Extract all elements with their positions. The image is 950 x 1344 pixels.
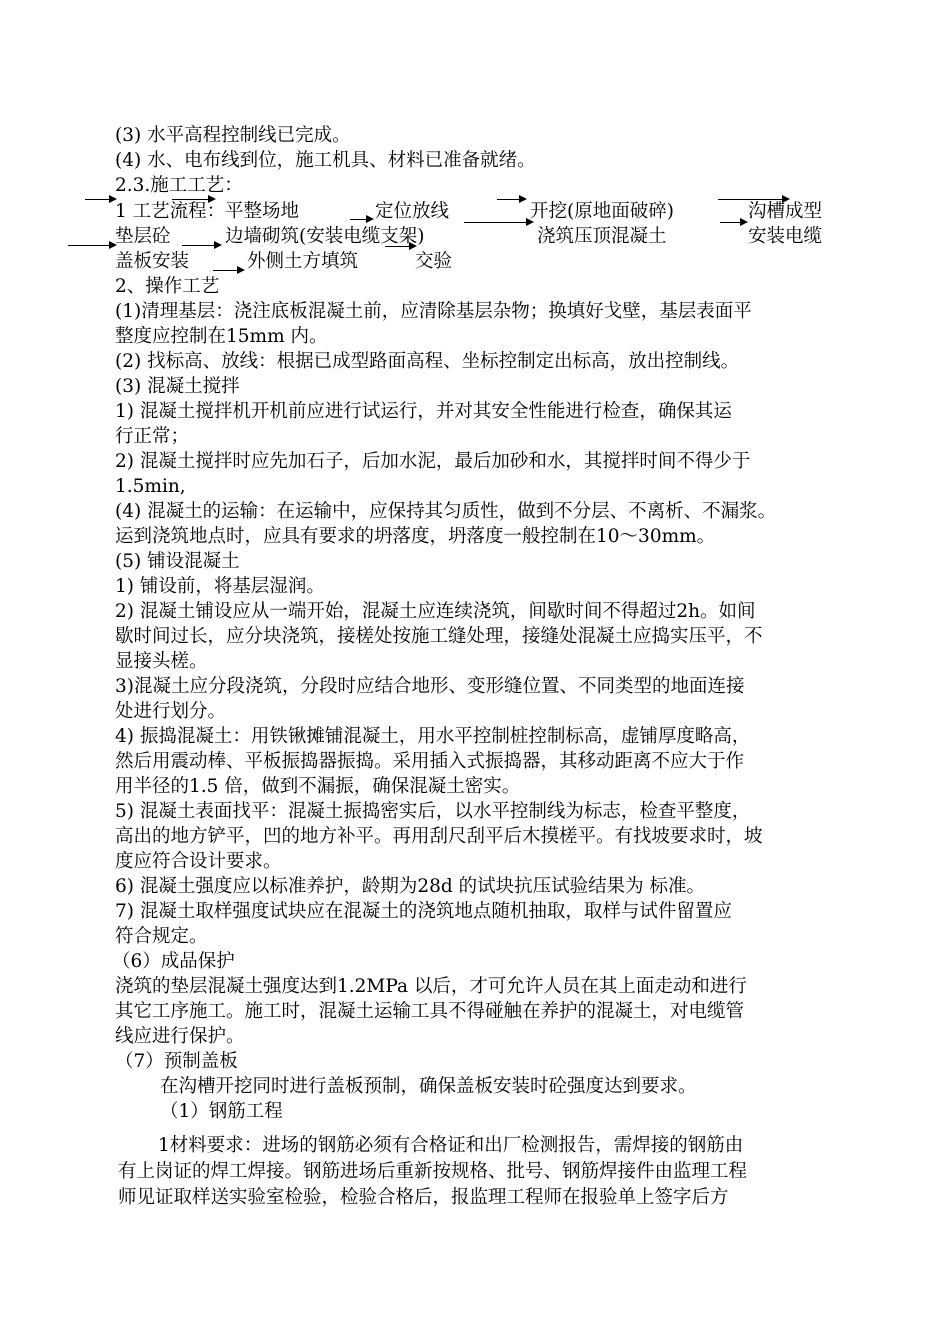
text-line: 2) 混凝土搅拌时应先加石子，后加水泥，最后加砂和水，其搅拌时间不得少于 bbox=[115, 451, 751, 472]
arrow-icon bbox=[385, 246, 415, 247]
flow-step: 盖板安装 bbox=[115, 251, 190, 272]
arrow-icon bbox=[182, 245, 220, 246]
flow-step: 平整场地 bbox=[225, 201, 300, 222]
text-line: 1) 铺设前，将基层湿润。 bbox=[115, 576, 325, 597]
text-line: 用半径的1.5 倍，做到不漏振，确保混凝土密实。 bbox=[115, 776, 521, 797]
section-heading: 2.3.施工工艺： bbox=[115, 175, 243, 196]
text-line: 有上岗证的焊工焊接。钢筋进场后重新按规格、批号、钢筋焊接件由监理工程 bbox=[118, 1161, 748, 1182]
text-line: (5) 铺设混凝土 bbox=[115, 551, 240, 572]
text-line: 师见证取样送实验室检验，检验合格后，报监理工程师在报验单上签字后方 bbox=[118, 1187, 729, 1208]
flow-step: 垫层砼 bbox=[115, 226, 171, 247]
text-line: 处进行划分。 bbox=[115, 701, 227, 722]
section-heading: （6）成品保护 bbox=[112, 951, 235, 972]
arrow-icon bbox=[350, 219, 372, 220]
text-line: 1.5min, bbox=[115, 476, 186, 497]
flow-step: 沟槽成型 bbox=[748, 201, 823, 222]
section-heading: （1）钢筋工程 bbox=[160, 1101, 283, 1122]
text-line: 7) 混凝土取样强度试块应在混凝土的浇筑地点随机抽取，取样与试件留置应 bbox=[115, 901, 732, 922]
text-line: 1材料要求：进场的钢筋必须有合格证和出厂检测报告，需焊接的钢筋由 bbox=[158, 1135, 744, 1156]
text-line: 3)混凝土应分段浇筑，分段时应结合地形、变形缝位置、不同类型的地面连接 bbox=[115, 676, 745, 697]
text-line: (2) 找标高、放线：根据已成型路面高程、坐标控制定出标高，放出控制线。 bbox=[115, 351, 740, 372]
arrow-icon bbox=[718, 199, 788, 200]
text-line: 浇筑的垫层混凝土强度达到1.2MPa 以后，才可允许人员在其上面走动和进行 bbox=[115, 976, 747, 997]
text-line: 1) 混凝土搅拌机开机前应进行试运行，并对其安全性能进行检查，确保其运 bbox=[115, 401, 732, 422]
arrow-icon bbox=[68, 245, 115, 246]
text-line: 其它工序施工。施工时，混凝土运输工具不得碰触在养护的混凝土，对电缆管 bbox=[115, 1001, 745, 1022]
text-line: (4) 混凝土的运输：在运输中，应保持其匀质性，做到不分层、不离析、不漏浆。 bbox=[115, 501, 777, 522]
arrow-icon bbox=[464, 222, 532, 223]
flow-step: 外侧土方填筑 bbox=[247, 251, 359, 272]
flow-step: 浇筑压顶混凝土 bbox=[537, 226, 667, 247]
text-line: 符合规定。 bbox=[115, 926, 208, 947]
arrow-icon bbox=[85, 199, 115, 200]
text-line: 整度应控制在15mm 内。 bbox=[115, 326, 328, 347]
text-line: (4) 水、电布线到位，施工机具、材料已准备就绪。 bbox=[115, 150, 536, 171]
section-heading: 2、操作工艺 bbox=[115, 276, 220, 297]
text-line: 线应进行保护。 bbox=[115, 1026, 245, 1047]
text-line: 行正常； bbox=[115, 426, 190, 447]
text-line: 4) 振捣混凝土：用铁锹摊铺混凝土，用水平控制桩控制标高，虚铺厚度略高， bbox=[115, 726, 751, 747]
text-line: (3) 水平高程控制线已完成。 bbox=[115, 125, 351, 146]
text-line: 显接头槎。 bbox=[115, 651, 208, 672]
arrow-icon bbox=[172, 199, 214, 200]
flow-step: 安装电缆 bbox=[748, 226, 823, 247]
text-line: 歇时间过长，应分块浇筑，接槎处按施工缝处理，接缝处混凝土应捣实压平，不 bbox=[115, 626, 763, 647]
arrow-icon bbox=[497, 199, 525, 200]
text-line: 5) 混凝土表面找平：混凝土振捣密实后，以水平控制线为标志，检查平整度， bbox=[115, 801, 751, 822]
text-line: 在沟槽开挖同时进行盖板预制，确保盖板安装时砼强度达到要求。 bbox=[160, 1076, 697, 1097]
text-line: 2) 混凝土铺设应从一端开始，混凝土应连续浇筑，间歇时间不得超过2h。如间 bbox=[115, 601, 756, 622]
text-line: 6) 混凝土强度应以标准养护，龄期为28d 的试块抗压试验结果为 标准。 bbox=[115, 876, 706, 897]
section-heading: （7）预制盖板 bbox=[115, 1051, 238, 1072]
arrow-icon bbox=[720, 222, 746, 223]
flow-prefix: 1 工艺流程： bbox=[115, 201, 226, 222]
flow-step: 边墙砌筑(安装电缆支架) bbox=[225, 226, 425, 247]
text-line: (1)清理基层：浇注底板混凝土前，应清除基层杂物；换填好戈壁，基层表面平 bbox=[115, 301, 752, 322]
text-line: 高出的地方铲平，凹的地方补平。再用刮尺刮平后木摸槎平。有找坡要求时，坡 bbox=[115, 826, 763, 847]
text-line: 运到浇筑地点时，应具有要求的坍落度，坍落度一般控制在10～30mm。 bbox=[115, 526, 716, 547]
flow-step: 交验 bbox=[415, 251, 453, 272]
text-line: 然后用震动棒、平板振捣器振捣。采用插入式振捣器，其移动距离不应大于作 bbox=[115, 751, 745, 772]
arrow-icon bbox=[213, 270, 243, 271]
text-line: (3) 混凝土搅拌 bbox=[115, 376, 240, 397]
flow-step: 定位放线 bbox=[375, 201, 450, 222]
text-line: 度应符合设计要求。 bbox=[115, 851, 282, 872]
flow-step: 开挖(原地面破碎) bbox=[530, 201, 674, 222]
